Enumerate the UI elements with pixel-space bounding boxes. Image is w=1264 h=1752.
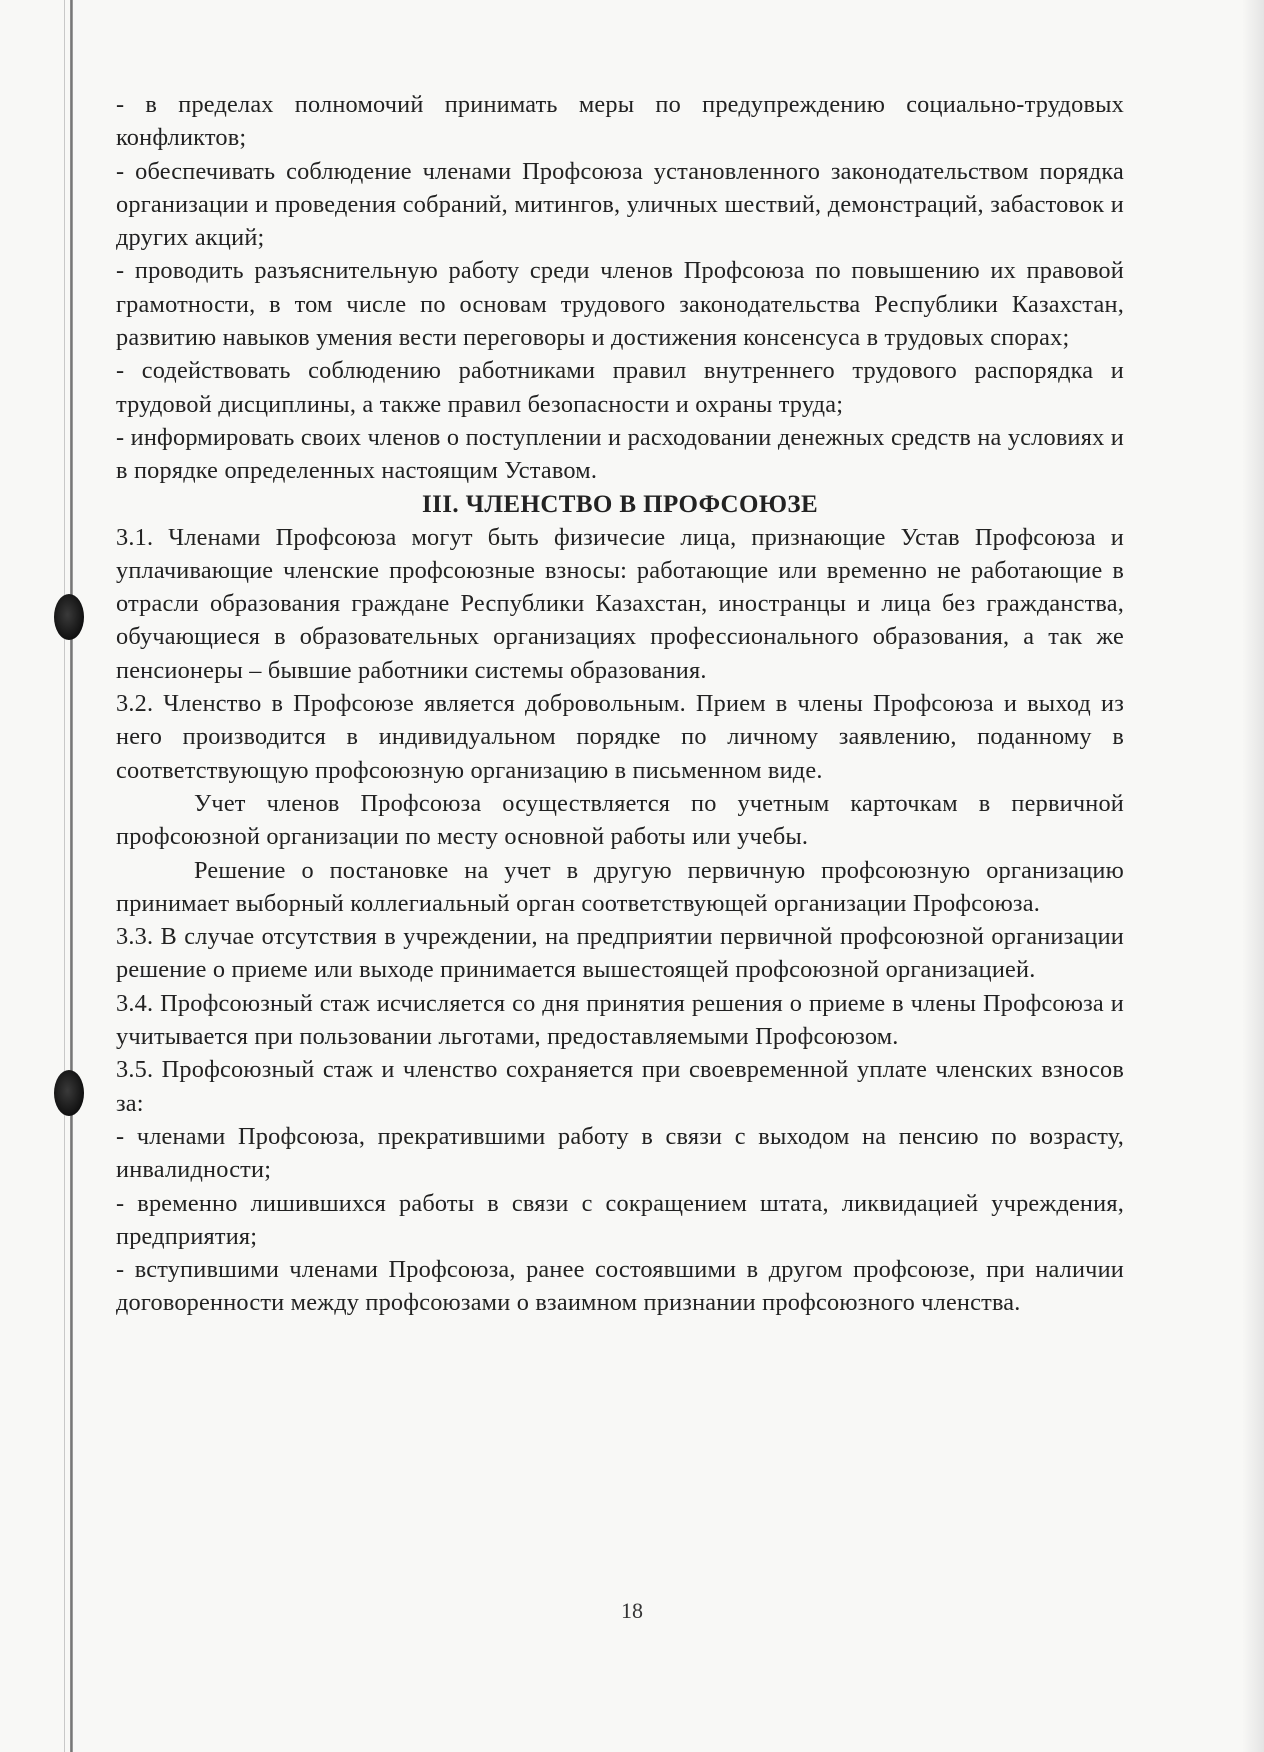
section-heading: III. ЧЛЕНСТВО В ПРОФСОЮЗЕ [421,490,819,518]
paragraph: - проводить разъяснительную работу среди членов Профсоюза по повышению их правовой грамотности, в том числе по основам трудового законодательства Республики Казахстан, развитию навыков умения вести переговоры и достижения консенсуса в трудовых спорах; [116,257,1124,352]
document-body [116,88,1124,1320]
paragraph: Учет членов Профсоюза осуществляется по учетным карточкам в первичной профсоюзной организации по месту основной работы или учебы. [116,789,1124,851]
binding-line [70,0,73,1752]
punch-hole [54,1070,84,1116]
paragraph: - в пределах полномочий принимать меры по предупреждению социально-трудовых конфликтов; [116,91,1124,152]
paragraph: 3.5. Профсоюзный стаж и членство сохраняется при своевременной уплате членских взносов за: [116,1056,1124,1117]
paragraph: - временно лишившихся работы в связи с сокращением штата, ликвидацией учреждения, предприятия; [116,1189,1124,1250]
paragraph: - вступившими членами Профсоюза, ранее состоявшими в другом профсоюзе, при наличии договоренности между профсоюзами о взаимном признании профсоюзного членства. [116,1256,1124,1317]
binding-edge [64,0,65,1752]
paragraph: 3.4. Профсоюзный стаж исчисляется со дня принятия решения о приеме в члены Профсоюза и учитывается при пользовании льготами, предоставляемыми Профсоюзом. [116,989,1124,1051]
paragraph: - обеспечивать соблюдение членами Профсоюза установленного законодательством порядка организации и проведения собраний, митингов, уличных шествий, демонстраций, забастовок и других акций; [116,157,1124,252]
paragraph: - информировать своих членов о поступлении и расходовании денежных средств на условиях и в порядке определенных настоящим Уставом. [116,423,1124,485]
page-edge-shadow [1242,0,1264,1752]
paragraph: 3.1. Членами Профсоюза могут быть физичесие лица, признающие Устав Профсоюза и уплачивающие членские профсоюзные взносы: работающие или временно не работающие в отрасли образования граждане Республики Казахстан, иностранцы и лица без гражданства, обучающиеся в образовательных организациях профессионального образования, а так же пенсионеры – бывшие работники системы образования. [116,523,1124,684]
punch-hole [54,594,84,640]
page-number: 18 [621,1598,643,1623]
paragraph: Решение о постановке на учет в другую первичную профсоюзную организацию принимает выборный коллегиальный орган соответствующей организации Профсоюза. [116,856,1124,917]
paragraph: 3.2. Членство в Профсоюзе является добровольным. Прием в члены Профсоюза и выход из него производится в индивидуальном порядке по личному заявлению, поданному в соответствующую профсоюзную организацию в письменном виде. [116,690,1124,784]
paragraph: - содействовать соблюдению работниками правил внутреннего трудового распорядка и трудовой дисциплины, а также правил безопасности и охраны труда; [116,357,1124,418]
paragraph: 3.3. В случае отсутствия в учреждении, на предприятии первичной профсоюзной организации решение о приеме или выходе принимается вышестоящей профсоюзной организацией. [116,923,1124,984]
paragraph: - членами Профсоюза, прекратившими работу в связи с выходом на пенсию по возрасту, инвалидности; [116,1122,1124,1184]
